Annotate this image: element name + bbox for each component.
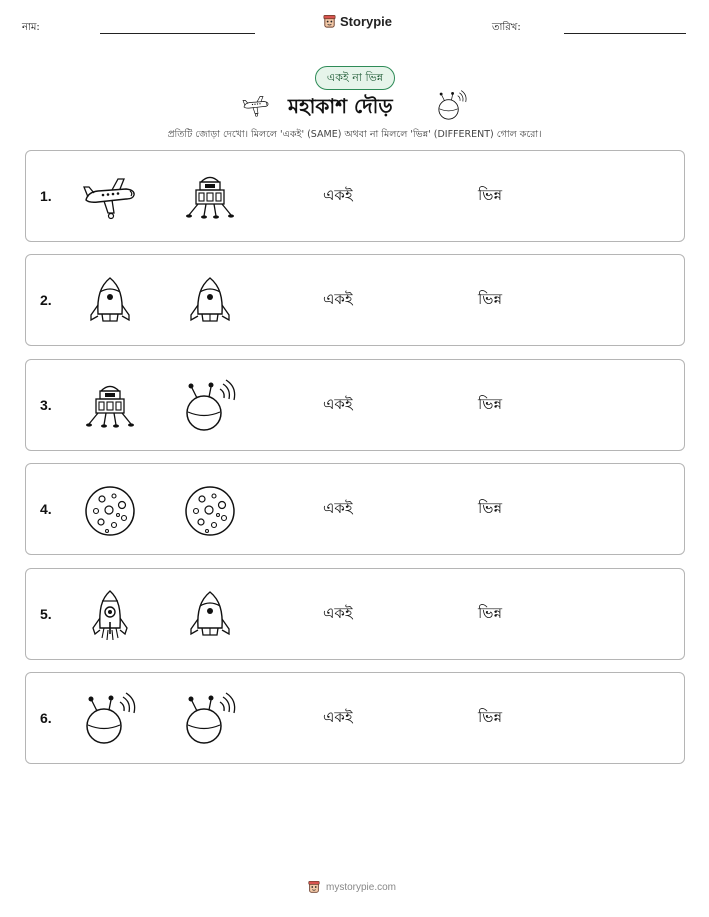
option-different[interactable]: ভিন্ন <box>478 290 503 309</box>
instructions: প্রতিটি জোড়া দেখো। মিললে 'একই' (SAME) অথবা না মিললে 'ভিন্ন' (DIFFERENT) গোল করো। <box>167 129 542 140</box>
airplane-icon <box>240 92 272 120</box>
question-number: 4. <box>40 501 52 518</box>
rocket-window-icon <box>82 588 138 644</box>
satellite-icon <box>182 379 238 435</box>
option-different[interactable]: ভিন্ন <box>478 394 503 413</box>
moon-icon <box>82 483 138 539</box>
name-label: নাম: <box>22 22 40 33</box>
page-title: মহাকাশ দৌড় <box>288 94 393 118</box>
satellite-icon <box>436 90 468 122</box>
question-number: 1. <box>40 188 52 204</box>
worksheet-header <box>0 14 709 38</box>
rocket-icon <box>182 274 238 330</box>
option-same[interactable]: একই <box>323 708 353 726</box>
question-card <box>25 254 685 346</box>
question-number: 6. <box>40 710 52 726</box>
rocket-icon <box>82 274 138 330</box>
storypie-mascot-icon <box>307 880 321 894</box>
question-card <box>25 150 685 242</box>
moon-icon <box>182 483 238 539</box>
satellite-icon <box>182 692 238 748</box>
option-different[interactable]: ভিন্ন <box>478 603 503 622</box>
footer-url: mystorypie.com <box>326 881 397 893</box>
date-line <box>564 33 686 34</box>
option-same[interactable]: একই <box>323 290 353 309</box>
lunar-lander-icon <box>82 379 138 435</box>
question-card <box>25 359 685 451</box>
date-label: তারিখ: <box>492 22 521 33</box>
option-different[interactable]: ভিন্ন <box>478 499 503 518</box>
question-number: 5. <box>40 605 52 622</box>
satellite-icon <box>82 692 138 748</box>
footer <box>307 880 396 894</box>
lunar-lander-icon <box>182 170 238 226</box>
airplane-icon <box>82 170 138 226</box>
option-same[interactable]: একই <box>323 394 353 413</box>
topic-badge: একই না ভিন্ন <box>315 66 395 90</box>
question-number: 3. <box>40 396 52 413</box>
question-card <box>25 672 685 764</box>
question-number: 2. <box>40 292 52 309</box>
question-card <box>25 463 685 555</box>
title-row <box>0 90 709 124</box>
option-different[interactable]: ভিন্ন <box>478 186 503 204</box>
storypie-mascot-icon <box>322 14 337 29</box>
rocket-icon <box>182 588 238 644</box>
option-same[interactable]: একই <box>323 186 353 204</box>
question-card <box>25 568 685 660</box>
name-line <box>100 33 255 34</box>
brand-name: Storypie <box>340 14 393 29</box>
brand-logo <box>322 14 392 29</box>
option-same[interactable]: একই <box>323 603 353 622</box>
option-same[interactable]: একই <box>323 499 353 518</box>
option-different[interactable]: ভিন্ন <box>478 708 503 726</box>
